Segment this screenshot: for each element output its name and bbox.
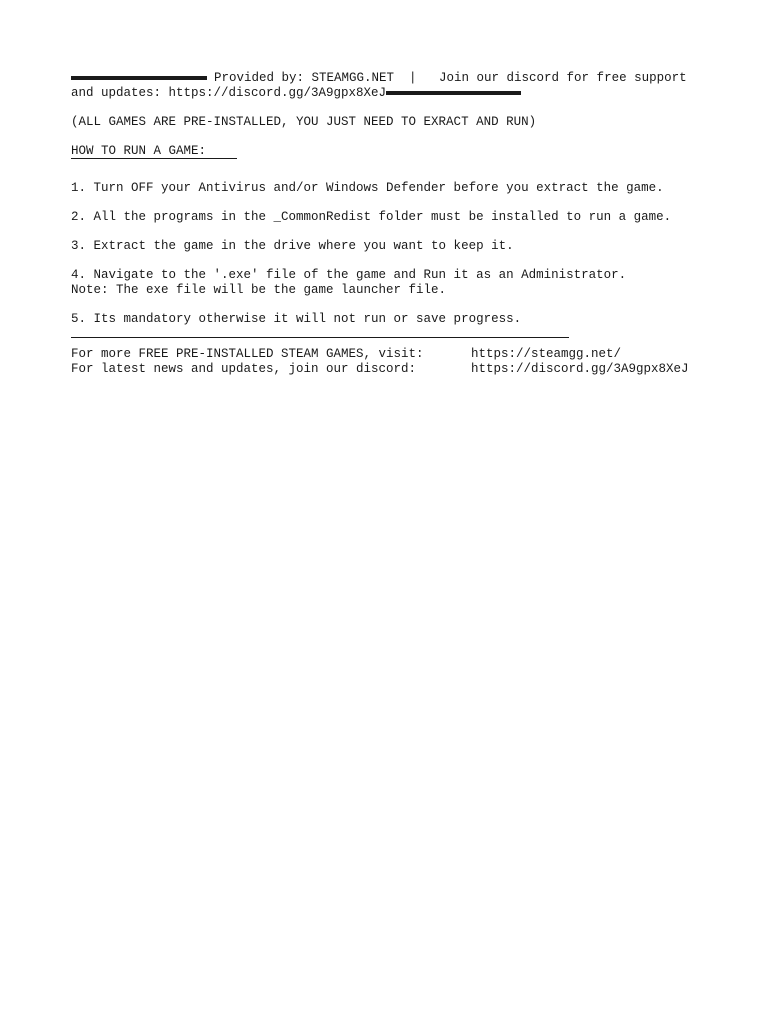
header-line-1: [71, 71, 711, 86]
step-4-note: Note: The exe file will be the game launcher file.: [71, 283, 447, 297]
header-line-2: [71, 86, 711, 101]
section-divider: [71, 337, 569, 338]
step-2: 2. All the programs in the _CommonRedist folder must be installed to run a game.: [71, 210, 672, 224]
provided-by-text: Provided by: STEAMGG.NET | Join our discord for free support: [214, 71, 687, 85]
decorative-dashes-right: [386, 91, 521, 95]
preinstalled-notice: (ALL GAMES ARE PRE-INSTALLED, YOU JUST NEED TO EXRACT AND RUN): [71, 115, 537, 129]
footer-games-label: For more FREE PRE-INSTALLED STEAM GAMES, visit:: [71, 347, 424, 361]
document-body: [71, 71, 711, 377]
step-1: 1. Turn OFF your Antivirus and/or Windows Defender before you extract the game.: [71, 181, 664, 195]
footer-discord-label: For latest news and updates, join our discord:: [71, 362, 417, 376]
updates-text: and updates: https://discord.gg/3A9gpx8XeJ: [71, 86, 387, 100]
step-3: 3. Extract the game in the drive where you want to keep it.: [71, 239, 514, 253]
footer-discord-url: https://discord.gg/3A9gpx8XeJ: [471, 362, 689, 376]
step-4: 4. Navigate to the '.exe' file of the game and Run it as an Administrator.: [71, 268, 627, 282]
step-5: 5. Its mandatory otherwise it will not run or save progress.: [71, 312, 522, 326]
footer-games-row: [71, 347, 711, 362]
footer-games-url: https://steamgg.net/: [471, 347, 622, 361]
decorative-dashes-left: [71, 76, 207, 80]
footer-discord-row: [71, 362, 711, 377]
how-to-title: HOW TO RUN A GAME:: [71, 144, 207, 158]
